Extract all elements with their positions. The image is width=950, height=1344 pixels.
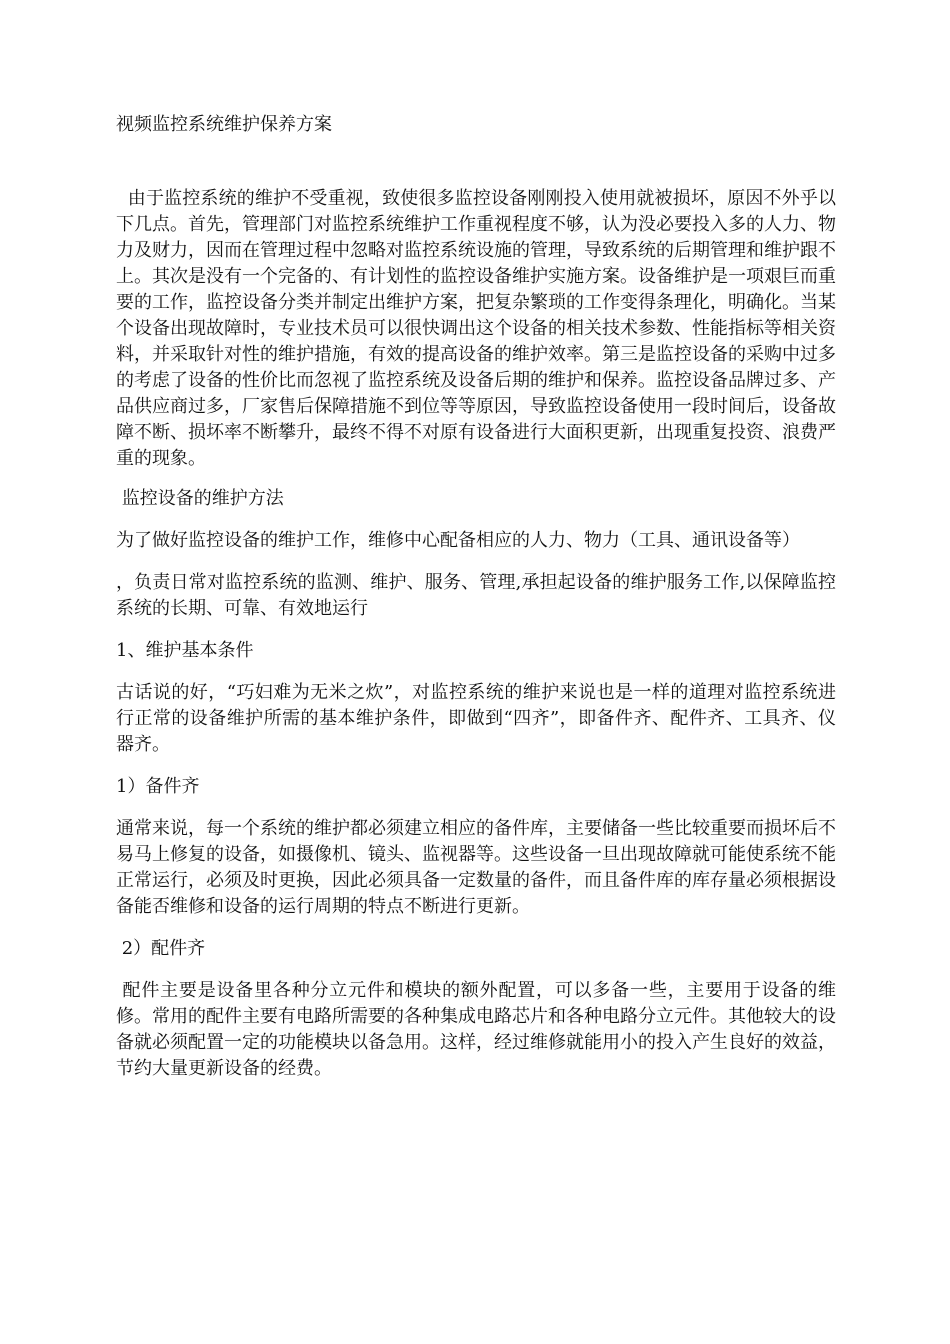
paragraph-basic-conditions: 古话说的好，“巧妇难为无米之炊”，对监控系统的维护来说也是一样的道理对监控系统进行正常的设备维护所需的基本维护条件，即做到“四齐”，即备件齐、配件齐、工具齐、仪器齐。: [116, 682, 836, 755]
paragraph-accessories: 配件主要是设备里各种分立元件和模块的额外配置，可以多备一些，主要用于设备的维修。常用的配件主要有电路所需要的各种集成电路芯片和各种电路分立元件。其他较大的设备就必须配置一定的功能模块以备急用。这样，经过维修就能用小的投入产生良好的效益，节约大量更新设备的经费。: [116, 980, 836, 1079]
section-heading-maintenance-method: 监控设备的维护方法: [116, 488, 284, 509]
paragraph-intro: 由于监控系统的维护不受重视，致使很多监控设备刚刚投入使用就被损坏，原因不外乎以下几点。首先，管理部门对监控系统维护工作重视程度不够，认为没必要投入多的人力、物力及财力，因而在管理过程中忽略对监控系统设施的管理，导致系统的后期管理和维护跟不上。其次是没有一个完备的、有计划性的监控设备维护实施方案。设备维护是一项艰巨而重要的工作，监控设备分类并制定出维护方案，把复杂繁琐的工作变得条理化，明确化。当某个设备出现故障时，专业技术员可以很快调出这个设备的相关技术参数、性能指标等相关资料，并采取针对性的维护措施，有效的提高设备的维护效率。第三是监控设备的采购中过多的考虑了设备的性价比而忽视了监控系统及设备后期的维护和保养。监控设备品牌过多、产品供应商过多，厂家售后保障措施不到位等等原因，导致监控设备使用一段时间后，设备故障不断、损坏率不断攀升，最终不得不对原有设备进行大面积更新，出现重复投资、浪费严重的现象。: [116, 188, 836, 469]
paragraph-spare-parts: 通常来说，每一个系统的维护都必须建立相应的备件库，主要储备一些比较重要而损坏后不易马上修复的设备，如摄像机、镜头、监视器等。这些设备一旦出现故障就可能使系统不能正常运行，必须及时更换，因此必须具备一定数量的备件，而且备件库的库存量必须根据设备能否维修和设备的运行周期的特点不断进行更新。: [116, 818, 836, 917]
paragraph-maintenance-duty: ，负责日常对监控系统的监测、维护、服务、管理,承担起设备的维护服务工作,以保障监控系统的长期、可靠、有效地运行: [116, 572, 836, 619]
section-heading-basic-conditions: 1、维护基本条件: [116, 640, 254, 661]
paragraph-maintenance-prep: 为了做好监控设备的维护工作，维修中心配备相应的人力、物力（工具、通讯设备等）: [116, 530, 800, 551]
document-body: [116, 112, 836, 1098]
subheading-accessories: 2）配件齐: [116, 938, 206, 959]
subheading-spare-parts: 1）备件齐: [116, 776, 200, 797]
document-title: 视频监控系统维护保养方案: [116, 114, 332, 135]
